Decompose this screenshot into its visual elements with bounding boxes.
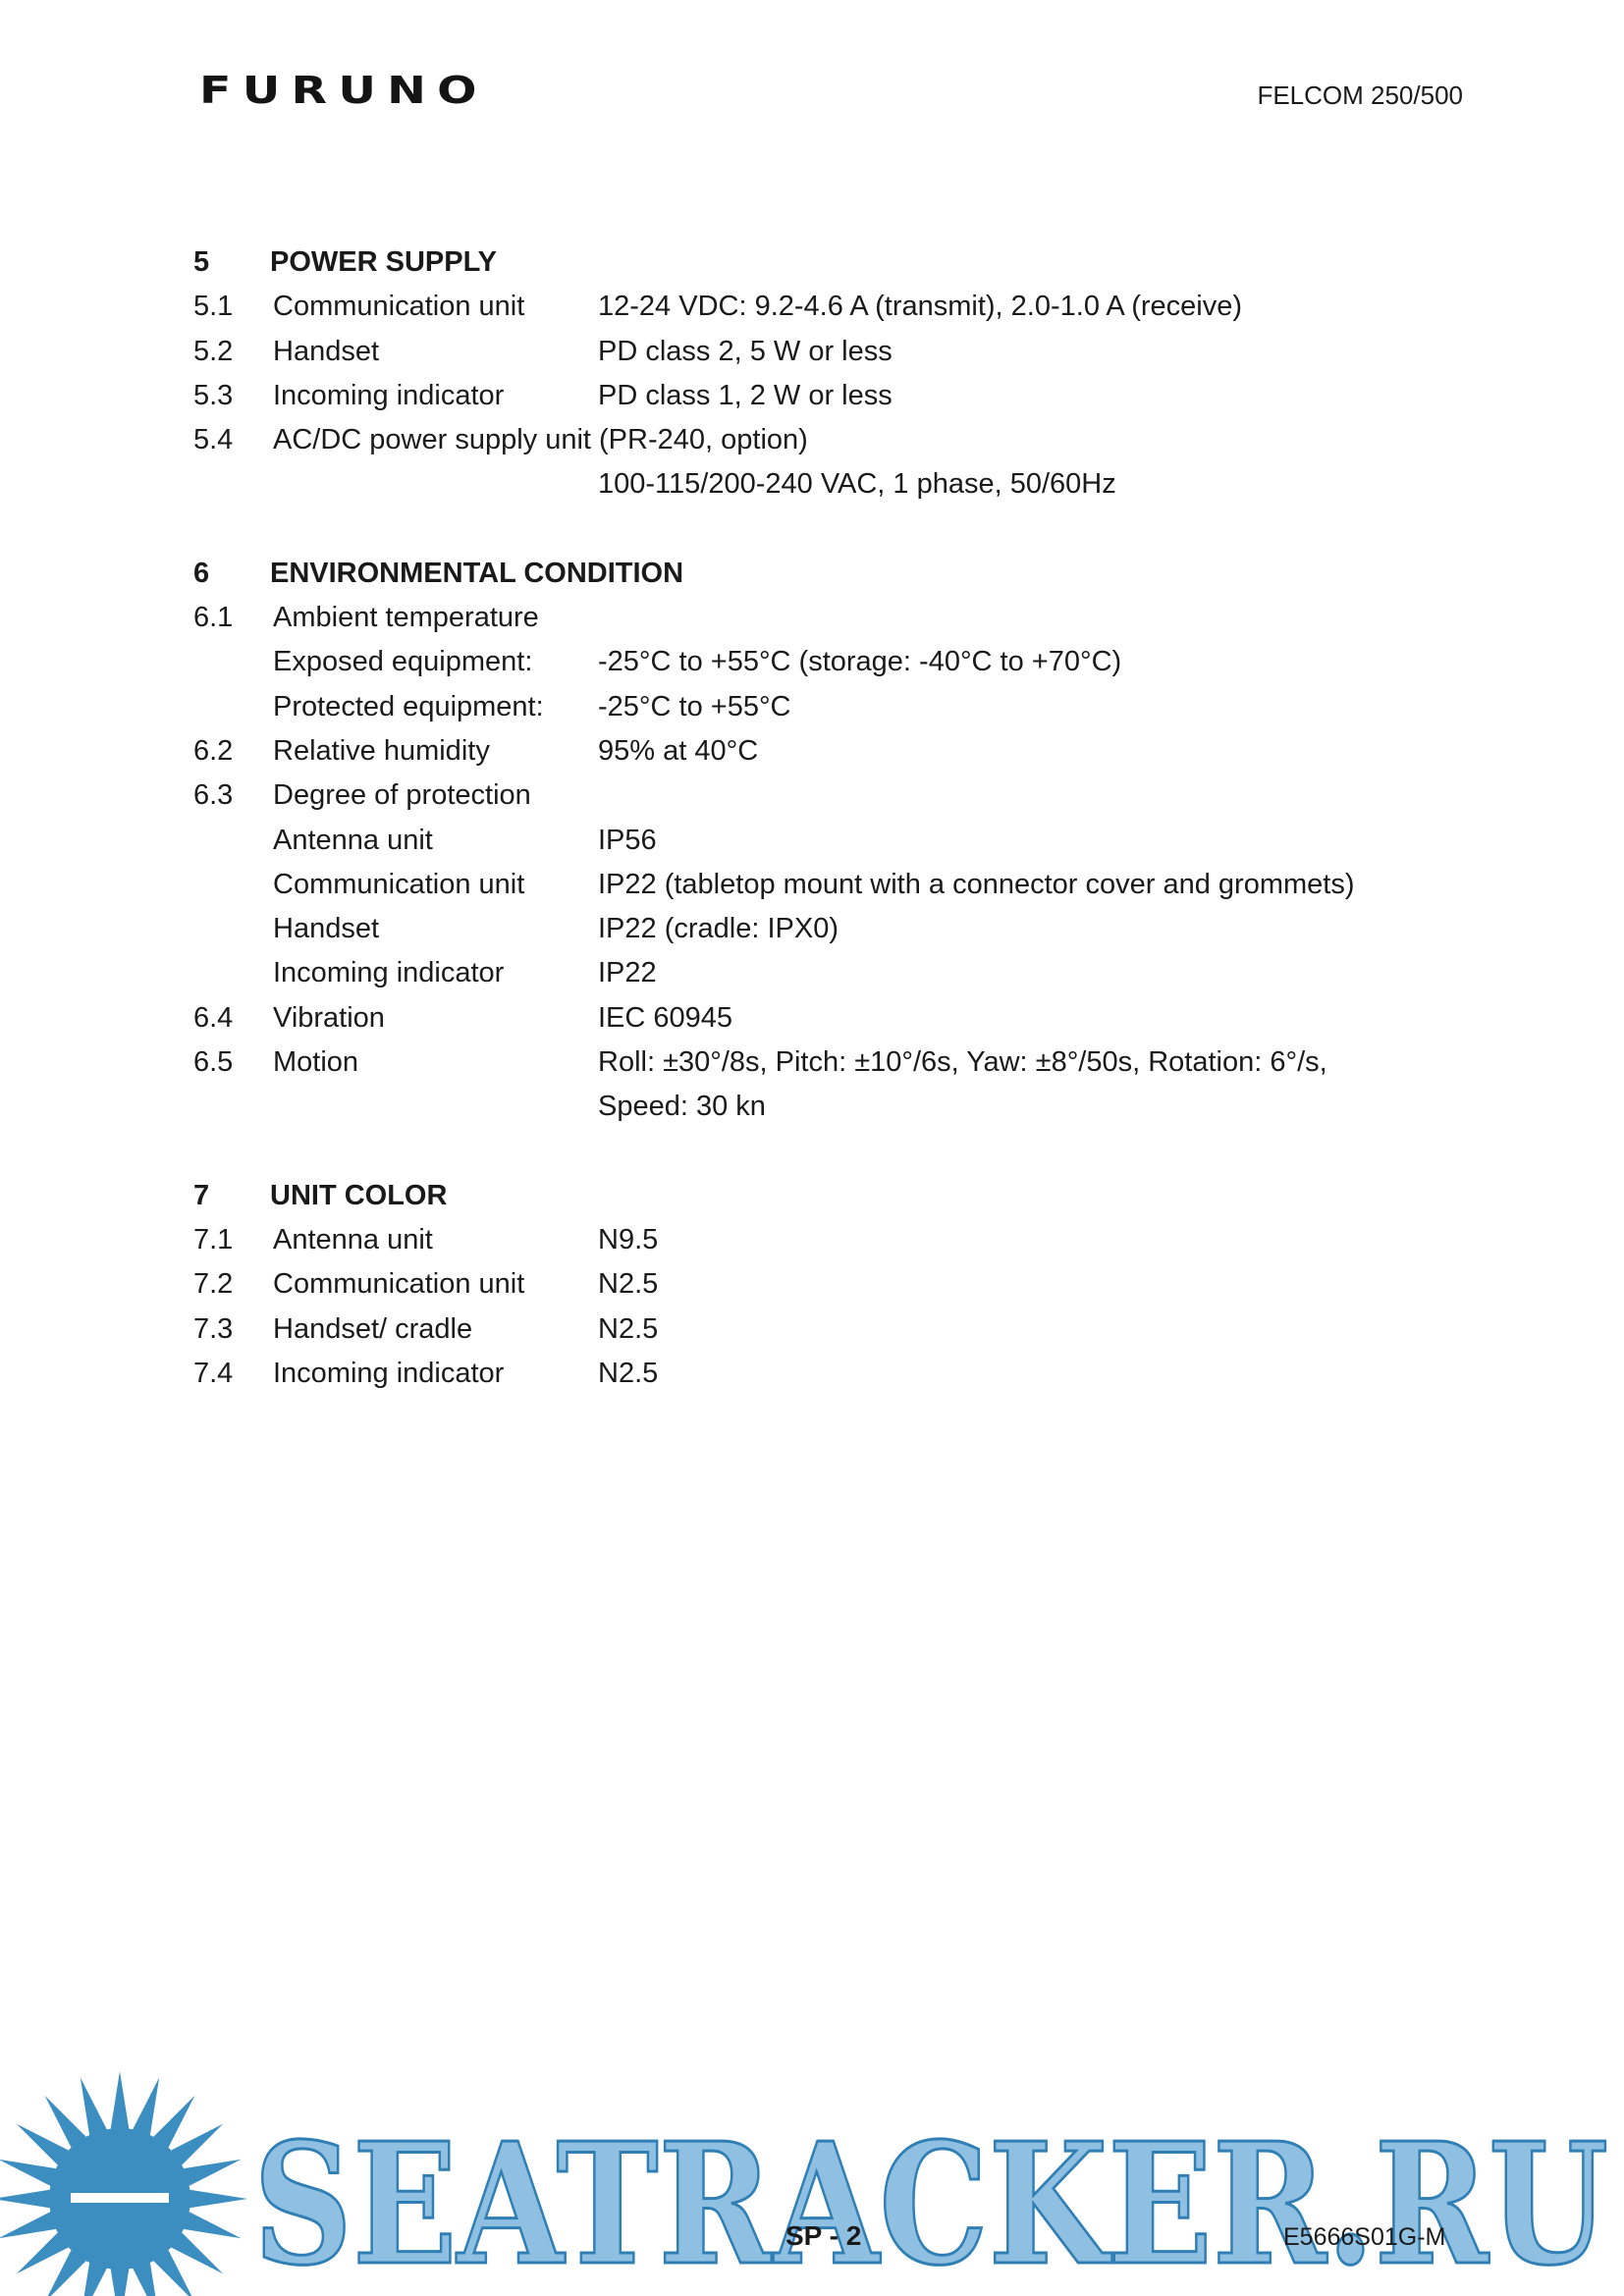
item-label: Relative humidity: [273, 734, 490, 767]
item-number: 7.3: [193, 1312, 234, 1345]
item-label: Handset/ cradle: [273, 1312, 473, 1345]
item-label: Antenna unit: [273, 824, 433, 856]
spec-row: [193, 1262, 1470, 1307]
spec-row: [193, 1218, 1470, 1262]
item-number: 6.2: [193, 734, 234, 767]
item-value: 95% at 40°C: [598, 734, 759, 767]
item-value: N2.5: [598, 1268, 659, 1301]
watermark-text: SEATRACKER.RU: [253, 2107, 1608, 2296]
item-label: Communication unit: [273, 1268, 525, 1301]
spec-row: [193, 863, 1470, 907]
item-value: -25°C to +55°C (storage: -40°C to +70°C): [598, 646, 1122, 678]
item-value: PD class 2, 5 W or less: [598, 335, 893, 367]
item-number: 7.4: [193, 1357, 234, 1389]
spec-row: [193, 462, 1470, 507]
item-label: Incoming indicator: [273, 379, 505, 411]
item-value: Roll: ±30°/8s, Pitch: ±10°/6s, Yaw: ±8°/50s, Rotation: 6°/s,: [598, 1046, 1327, 1079]
spec-row: [193, 285, 1470, 329]
section-title: POWER SUPPLY: [270, 246, 497, 278]
spec-row: [193, 330, 1470, 374]
item-label: Degree of protection: [273, 779, 531, 812]
spec-row: [193, 1085, 1470, 1129]
item-number: 5.2: [193, 335, 234, 367]
spec-sections: [193, 240, 1470, 1440]
item-value: -25°C to +55°C: [598, 690, 791, 722]
sun-icon: [0, 2071, 247, 2296]
item-label: Protected equipment:: [273, 690, 544, 722]
item-number: 5.3: [193, 379, 234, 411]
spec-row: [193, 819, 1470, 863]
section-heading: [193, 552, 1470, 596]
item-label: Motion: [273, 1046, 359, 1079]
model-name: FELCOM 250/500: [1257, 80, 1463, 110]
item-value: N9.5: [598, 1223, 659, 1255]
section-title: UNIT COLOR: [270, 1179, 448, 1211]
item-number: 6.4: [193, 1001, 234, 1034]
spec-row: [193, 1041, 1470, 1085]
item-label: Exposed equipment:: [273, 646, 533, 678]
spec-row: [193, 774, 1470, 818]
spec-row: [193, 1308, 1470, 1352]
item-value: IP56: [598, 824, 657, 856]
item-label: Vibration: [273, 1001, 385, 1034]
item-label: Handset: [273, 913, 380, 945]
section-number: 6: [193, 557, 210, 589]
spec-row: [193, 596, 1470, 640]
item-number: 7.2: [193, 1268, 234, 1301]
item-number: 5.1: [193, 291, 234, 323]
item-label: Communication unit: [273, 868, 525, 900]
item-value: IP22: [598, 957, 657, 989]
section: [193, 240, 1470, 507]
item-label: Incoming indicator: [273, 957, 505, 989]
spec-row: [193, 996, 1470, 1041]
item-value: N2.5: [598, 1312, 659, 1345]
spec-row: [193, 951, 1470, 995]
item-number: 5.4: [193, 424, 234, 456]
page-number: SP - 2: [785, 2220, 862, 2251]
item-value: 12-24 VDC: 9.2-4.6 A (transmit), 2.0-1.0 A (receive): [598, 291, 1243, 323]
document-code: E5666S01G-M: [1283, 2223, 1446, 2251]
section-title: ENVIRONMENTAL CONDITION: [270, 557, 684, 589]
item-value: N2.5: [598, 1357, 659, 1389]
furuno-logo: FURUNO: [199, 69, 488, 112]
item-label: Antenna unit: [273, 1223, 433, 1255]
item-label: Communication unit: [273, 291, 525, 323]
section: [193, 552, 1470, 1130]
spec-row: [193, 729, 1470, 774]
item-value: IP22 (cradle: IPX0): [598, 913, 839, 945]
item-label: Handset: [273, 335, 380, 367]
spec-row: [193, 418, 1470, 462]
item-value: 100-115/200-240 VAC, 1 phase, 50/60Hz: [598, 468, 1116, 501]
item-value: IEC 60945: [598, 1001, 733, 1034]
item-number: 6.3: [193, 779, 234, 812]
item-value: IP22 (tabletop mount with a connector cover and grommets): [598, 868, 1355, 900]
section-heading: [193, 240, 1470, 285]
item-value: Speed: 30 kn: [598, 1091, 766, 1123]
spec-row: [193, 640, 1470, 684]
item-number: 6.1: [193, 602, 234, 634]
item-value: PD class 1, 2 W or less: [598, 379, 893, 411]
spec-row: [193, 685, 1470, 729]
item-label: Ambient temperature: [273, 602, 539, 634]
item-number: 7.1: [193, 1223, 234, 1255]
spec-row: [193, 907, 1470, 951]
section-number: 7: [193, 1179, 210, 1211]
item-label: Incoming indicator: [273, 1357, 505, 1389]
watermark: [0, 2056, 1624, 2296]
spec-row: [193, 374, 1470, 418]
section: [193, 1174, 1470, 1396]
section-number: 5: [193, 246, 210, 278]
item-number: 6.5: [193, 1046, 234, 1079]
section-heading: [193, 1174, 1470, 1218]
spec-row: [193, 1352, 1470, 1396]
item-label: AC/DC power supply unit (PR-240, option): [273, 424, 808, 456]
